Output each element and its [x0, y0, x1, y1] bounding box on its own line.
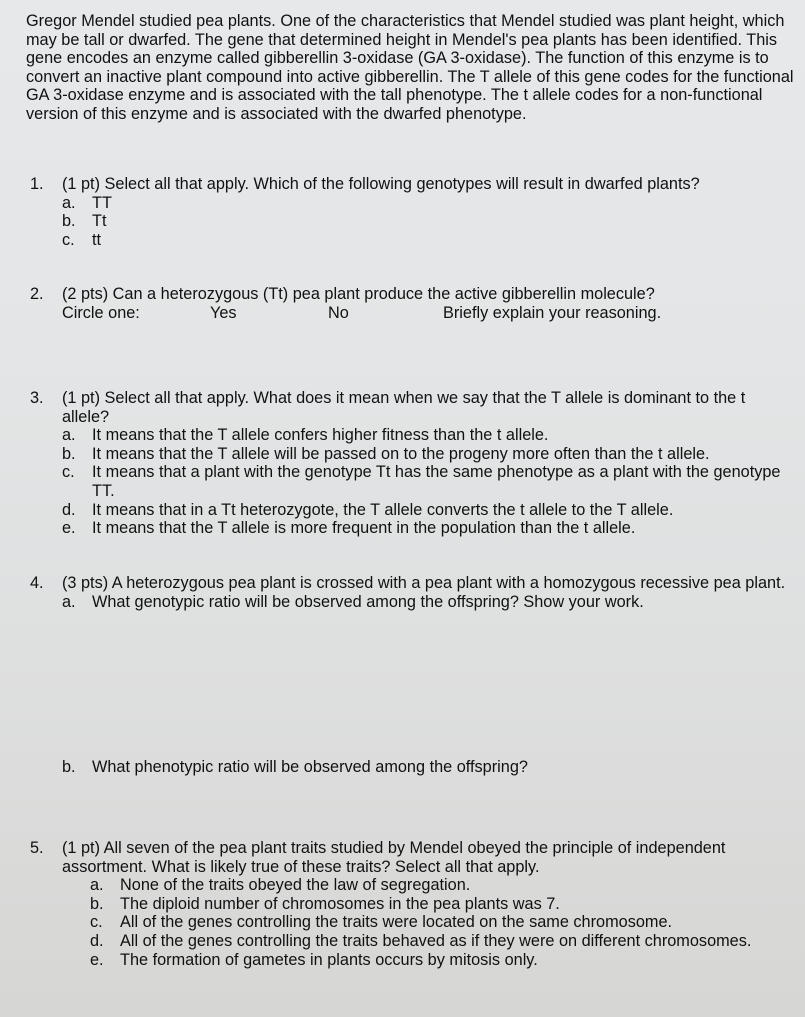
explain-prompt: Briefly explain your reasoning.	[443, 303, 662, 322]
option-text: It means that the T allele is more frequent in the population than the t allele.	[92, 519, 636, 538]
option-text: The diploid number of chromosomes in the pea plants was 7.	[120, 894, 560, 913]
option-letter: e.	[62, 519, 76, 538]
no-choice[interactable]: No	[328, 303, 349, 322]
option-letter: c.	[62, 463, 75, 482]
question-text: (1 pt) Select all that apply. Which of the following genotypes will result in dwarfed plants?	[62, 175, 700, 193]
circle-one-label: Circle one:	[62, 303, 140, 322]
option-list	[26, 426, 796, 538]
option-b[interactable]	[62, 212, 796, 231]
question-number: 3.	[30, 389, 44, 407]
option-letter: b.	[62, 212, 76, 231]
option-text: It means that in a Tt heterozygote, the T allele converts the t allele to the T allele.	[92, 500, 674, 519]
question-number: 4.	[30, 574, 44, 592]
question-text: (1 pt) Select all that apply. What does it mean when we say that the T allele is dominant to the t allele?	[62, 389, 746, 426]
question-text: (2 pts) Can a heterozygous (Tt) pea plant produce the active gibberellin molecule?	[62, 285, 655, 303]
intro-paragraph: Gregor Mendel studied pea plants. One of the characteristics that Mendel studied was plant height, which may be tall or dwarfed. The gene that determined height in Mendel's pea plants has been identified. This gene encodes an enzyme called gibberellin 3-oxidase (GA 3-oxidase). The function of this enzyme is to convert an inactive plant compound into active gibberellin. The T allele of this gene codes for the functional GA 3-oxidase enzyme and is associated with the tall phenotype. The t allele codes for a non-functional version of this enzyme and is associated with the dwarfed phenotype.	[26, 12, 794, 123]
question-text: (3 pts) A heterozygous pea plant is crossed with a pea plant with a homozygous recessive pea plant.	[62, 574, 786, 592]
option-list	[26, 194, 796, 250]
part-letter: a.	[62, 592, 76, 611]
option-e[interactable]	[90, 951, 796, 970]
option-a[interactable]	[90, 876, 796, 895]
option-letter: b.	[90, 894, 104, 913]
option-letter: a.	[62, 193, 76, 212]
part-text: What phenotypic ratio will be observed among the offspring?	[92, 758, 528, 776]
option-letter: d.	[90, 931, 104, 950]
part-b	[26, 758, 796, 777]
part-text: What genotypic ratio will be observed among the offspring? Show your work.	[92, 592, 644, 611]
option-text: tt	[92, 230, 102, 249]
option-b[interactable]	[90, 895, 796, 914]
option-letter: a.	[90, 876, 104, 895]
option-d[interactable]	[90, 932, 796, 951]
option-text: Tt	[92, 212, 107, 231]
option-b[interactable]	[62, 445, 796, 464]
option-d[interactable]	[62, 501, 796, 520]
question-text: (1 pt) All seven of the pea plant traits studied by Mendel obeyed the principle of independent assortment. What is likely true of these traits? Select all that apply.	[62, 839, 726, 876]
option-c[interactable]	[62, 463, 796, 500]
circle-one-row	[26, 304, 796, 323]
option-text: It means that the T allele confers higher fitness than the t allele.	[92, 426, 549, 445]
option-text: TT	[92, 193, 112, 212]
option-text: None of the traits obeyed the law of segregation.	[120, 876, 471, 895]
option-a[interactable]	[62, 426, 796, 445]
option-c[interactable]	[62, 231, 796, 250]
question-5	[26, 839, 796, 969]
option-c[interactable]	[90, 913, 796, 932]
option-letter: e.	[90, 950, 104, 969]
part-letter: b.	[62, 758, 76, 776]
question-number: 1.	[30, 175, 44, 193]
question-2	[26, 285, 796, 322]
question-number: 5.	[30, 839, 44, 857]
option-letter: c.	[90, 913, 103, 932]
option-text: All of the genes controlling the traits behaved as if they were on different chromosomes.	[120, 931, 752, 950]
option-text: The formation of gametes in plants occurs by mitosis only.	[120, 950, 538, 969]
part-a	[26, 593, 796, 612]
question-3	[26, 389, 796, 538]
question-1	[26, 175, 796, 249]
question-4-part-b	[26, 758, 796, 777]
option-a[interactable]	[62, 194, 796, 213]
option-e[interactable]	[62, 519, 796, 538]
question-4	[26, 574, 796, 611]
option-letter: c.	[62, 230, 75, 249]
option-letter: a.	[62, 426, 76, 445]
option-letter: d.	[62, 500, 76, 519]
worksheet-page	[26, 12, 796, 969]
question-number: 2.	[30, 285, 44, 303]
option-text: It means that a plant with the genotype Tt has the same phenotype as a plant with the genotype TT.	[92, 463, 781, 500]
option-text: All of the genes controlling the traits were located on the same chromosome.	[120, 913, 673, 932]
option-text: It means that the T allele will be passed on to the progeny more often than the t allele.	[92, 444, 710, 463]
option-letter: b.	[62, 444, 76, 463]
option-list	[26, 876, 796, 969]
yes-choice[interactable]: Yes	[210, 303, 237, 322]
